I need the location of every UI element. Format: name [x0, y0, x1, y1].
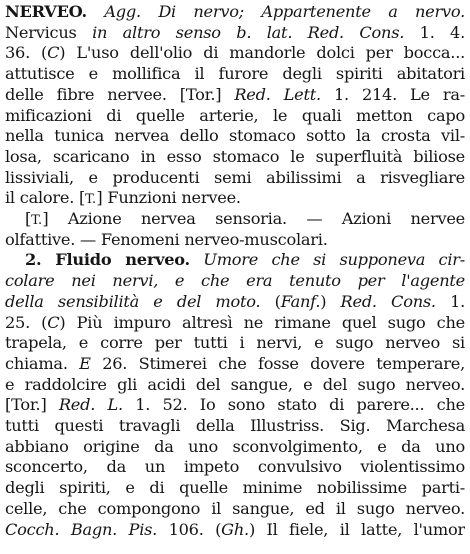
text-segment: 1. 214. Le ra- [320, 84, 465, 104]
text-segment: chiama. [5, 353, 80, 373]
headword: NERVEO. [5, 2, 87, 21]
italic-text: Gh. [221, 519, 249, 539]
text-line [5, 395, 465, 416]
text-segment: delle fibre nervee. [Tor.] [5, 84, 235, 104]
italic-text: Umore che si supponeva cir- [189, 250, 465, 270]
text-segment: celle, che compongono il sangue, ed il sugo nerveo. [5, 498, 465, 518]
italic-text: Red. Cons. [340, 291, 436, 311]
text-segment: ) L'uso dell'olio di mandorle dolci per bocca... [59, 43, 465, 63]
text-segment: 26. Stimerei che fosse dovere temperare, [90, 353, 465, 373]
text-segment: ) [320, 291, 341, 311]
italic-text: Red. L. [58, 395, 123, 415]
italic-text: colare nei nervi, e che era tenuto per l'agente [5, 271, 465, 291]
text-line [5, 478, 465, 499]
text-segment: ] Azione nervea sensoria. — Azioni nervee [42, 209, 465, 228]
text-segment: 1. 4. [404, 22, 465, 42]
text-segment: [Tor.] [5, 395, 59, 415]
text-line [5, 85, 465, 106]
text-line [5, 147, 465, 168]
text-segment: 106. ( [157, 519, 222, 539]
text-line [25, 250, 465, 271]
text-segment: trapela, e corre per tutti i nervi, e sugo nerveo si [5, 333, 465, 353]
text-segment: 1. 52. Io sono stato di parere... che [122, 395, 465, 415]
text-segment: ) Più impuro altresì ne rimane quel sugo che [59, 312, 465, 332]
text-line [25, 209, 465, 232]
text-line [5, 457, 465, 478]
text-segment: il calore. [ [5, 188, 86, 208]
italic-text: C [47, 312, 60, 332]
text-line [5, 2, 465, 23]
sense-heading: 2. Fluido nerveo. [25, 250, 190, 270]
text-line [5, 126, 465, 147]
text-segment: losa, scaricano in esso stomaco le superfluità biliose [5, 146, 465, 166]
italic-text: C [47, 43, 60, 63]
text-segment: [ [25, 209, 32, 228]
text-line [5, 271, 465, 292]
text-segment: lissiviali, e producenti semi abilissimi a risvegliare [5, 167, 465, 187]
text-segment: nella tunica nervea dello stomaco sotto la crosta vil- [5, 126, 465, 146]
text-line [5, 333, 465, 354]
text-line [5, 168, 465, 189]
text-line [5, 375, 465, 396]
text-segment: sconcerto, da un impeto convulsivo violentissimo [5, 457, 465, 477]
text-segment: 1. [435, 291, 465, 311]
text-segment: attutisce e mollifica il furore degli spiriti abitatori [5, 64, 465, 84]
text-line [5, 188, 465, 211]
text-segment: 25. ( [5, 312, 48, 332]
text-line [5, 354, 465, 375]
text-segment: 36. ( [5, 43, 48, 63]
italic-text: E [79, 353, 91, 373]
text-line [5, 64, 465, 85]
text-segment: ( [260, 291, 281, 311]
text-segment: tutti questi travagli della Illustriss. Sig. Marchesa [5, 416, 465, 435]
text-line [5, 437, 465, 458]
text-line [5, 106, 465, 127]
text-line [5, 292, 465, 313]
text-segment: degli spiriti, e di quelle minime nobilissime parti- [5, 478, 465, 498]
text-line [5, 230, 465, 251]
text-line [5, 43, 465, 64]
text-segment: ) Il fiele, il latte, l'umor [248, 519, 465, 539]
smallcaps-abbrev: T. [85, 192, 97, 208]
text-segment: mificazioni di quelle arterie, le quali metton capo [5, 105, 465, 125]
smallcaps-abbrev: T. [31, 213, 43, 228]
text-line [5, 499, 465, 520]
text-segment: ] Funzioni nervee. [96, 188, 241, 208]
text-line [5, 416, 465, 437]
text-segment: olfattive. — Fenomeni nerveo-muscolari. [5, 229, 328, 249]
italic-text: in altro senso b. lat. Red. Cons. [92, 22, 405, 42]
text-line [5, 313, 465, 334]
text-segment: abbiano origine da uno sconvolgimento, e da uno [5, 436, 465, 456]
text-line [5, 520, 465, 541]
italic-text: Fanf. [280, 291, 321, 311]
italic-text: della sensibilità e del moto. [5, 291, 261, 311]
italic-text: Agg. Di nervo; Appartenente a nervo. [86, 2, 465, 21]
italic-text: Red. Lett. [234, 84, 321, 104]
text-segment: Nervicus [5, 22, 93, 42]
text-line [5, 23, 465, 44]
text-segment: e raddolcire gli acidi del sangue, e del sugo nerveo. [5, 374, 465, 394]
italic-text: Cocch. Bagn. Pis. [5, 519, 158, 539]
